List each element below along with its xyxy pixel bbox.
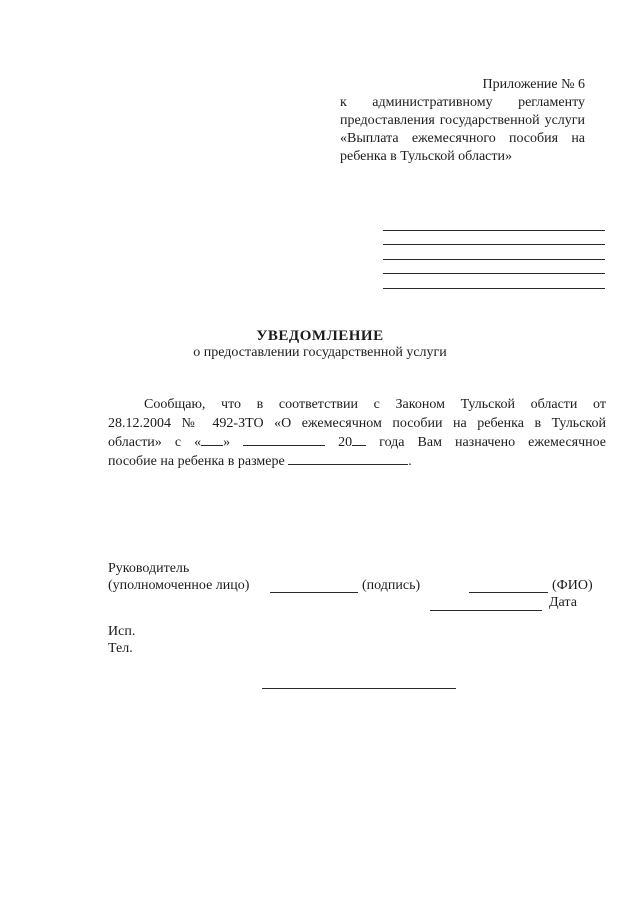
head-label: Руководитель [108, 561, 190, 576]
year-blank [352, 433, 366, 446]
body-line: 28.12.2004 № 492-ЗТО «О ежемесячном пособии на ребенка в Тульской [108, 416, 606, 431]
closing-separator-line [262, 688, 456, 689]
appendix-line: ребенка в Тульской области» [340, 149, 512, 164]
address-blank-line [383, 260, 605, 275]
address-blank-line [383, 216, 605, 231]
address-blank-line [383, 245, 605, 260]
date-label: Дата [549, 595, 577, 610]
appendix-line: «Выплата ежемесячного пособия на [340, 131, 586, 146]
appendix-line: предоставления государственной услуги [340, 113, 586, 128]
full-name-label: (ФИО) [552, 578, 593, 593]
authorized-person-label: (уполномоченное лицо) [108, 578, 250, 593]
body-line: Сообщаю, что в соответствии с Законом Тульской области от [144, 397, 606, 412]
signature-label: (подпись) [362, 578, 421, 593]
address-blank-line [383, 274, 605, 289]
address-blank-line [383, 231, 605, 246]
appendix-line: к административному регламенту [340, 95, 586, 110]
date-blank [430, 609, 542, 611]
amount-blank [288, 452, 408, 465]
body-line: области» с « » 20 года Вам назначено ежемесячное [108, 435, 607, 450]
phone-label: Тел. [108, 641, 133, 656]
body-line: пособие на ребенка в размере . [108, 454, 412, 469]
day-blank [201, 433, 223, 446]
document-title: УВЕДОМЛЕНИЕ [256, 328, 384, 344]
executor-label: Исп. [108, 624, 136, 639]
notification-body [108, 395, 606, 471]
document-subtitle: о предоставлении государственной услуги [193, 345, 447, 360]
signature-blank [270, 591, 358, 593]
month-blank [243, 433, 325, 446]
recipient-address-lines [383, 216, 605, 289]
appendix-reference [340, 94, 585, 166]
appendix-title: Приложение № 6 [482, 77, 585, 92]
full-name-blank [469, 591, 548, 593]
